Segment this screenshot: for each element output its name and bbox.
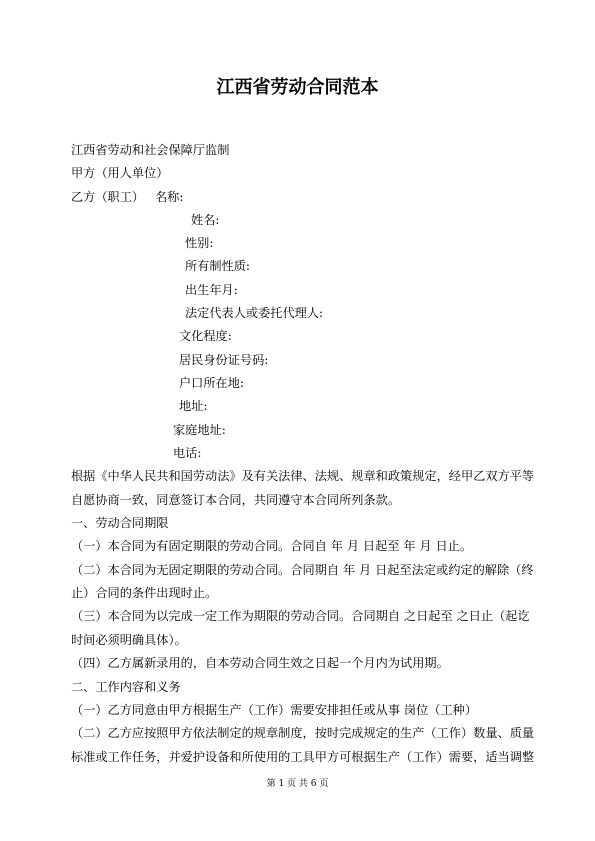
field-birth-label: 出生年月: [185,283,238,297]
field-education-label: 文化程度: [179,329,232,343]
field-person-name-label: 姓名: [191,213,220,227]
field-ownership-label: 所有制性质: [185,259,251,273]
party-a-label: 甲方（用人单位） [71,166,169,180]
preamble-line-1: 根据《中华人民共和国劳动法》及有关法律、法规、规章和政策规定，经甲乙双方平等 [71,469,535,483]
field-address-label: 地址: [179,399,208,413]
section-1-item-3-line-2: 时间必须明确具体）。 [71,633,187,647]
supervisor-line: 江西省劳动和社会保障厅监制 [71,143,230,157]
field-hukou-label: 户口所在地: [179,376,245,390]
preamble-line-2: 自愿协商一致，同意签订本合同，共同遵守本合同所列条款。 [71,493,401,507]
section-1-item-4: （四）乙方属新录用的，自本劳动合同生效之日起一个月内为试用期。 [71,656,449,670]
field-name-label: 名称: [155,190,184,204]
page-number-footer: 第 1 页 共 6 页 [266,779,329,789]
section-2-heading: 二、工作内容和义务 [71,680,181,694]
section-2-item-2-line-2: 标准或工作任务，并爱护设备和所使用的工具甲方可根据生产（工作）需要，适当调整 [71,750,535,764]
party-b-label: 乙方（职工） [71,190,145,204]
section-1-heading: 一、劳动合同期限 [71,516,169,530]
section-2-item-2-line-1: （二）乙方应按照甲方依法制定的规章制度，按时完成规定的生产（工作）数量、质量 [71,726,535,740]
section-1-item-1: （一）本合同为有固定期限的劳动合同。合同自 年 月 日起至 年 月 日止。 [71,539,473,553]
section-2-item-1: （一）乙方同意由甲方根据生产（工作）需要安排担任或从事 岗位（工种） [71,703,478,717]
section-1-item-2-line-2: 止）合同的条件出现时止。 [71,586,218,600]
document-title: 江西省劳动合同范本 [216,77,379,98]
field-id-label: 居民身份证号码: [179,353,269,367]
field-legal-rep-label: 法定代表人或委托代理人: [185,306,324,320]
field-gender-label: 性别: [185,236,214,250]
section-1-item-3-line-1: （三）本合同为以完成一定工作为期限的劳动合同。合同期自 之日起至 之日止（起讫 [71,609,530,623]
section-1-item-2-line-1: （二）本合同为无固定期限的劳动合同。合同期自 年 月 日起至法定或约定的解除（终 [71,563,534,577]
field-home-address-label: 家庭地址: [173,423,226,437]
field-phone-label: 电话: [173,446,202,460]
